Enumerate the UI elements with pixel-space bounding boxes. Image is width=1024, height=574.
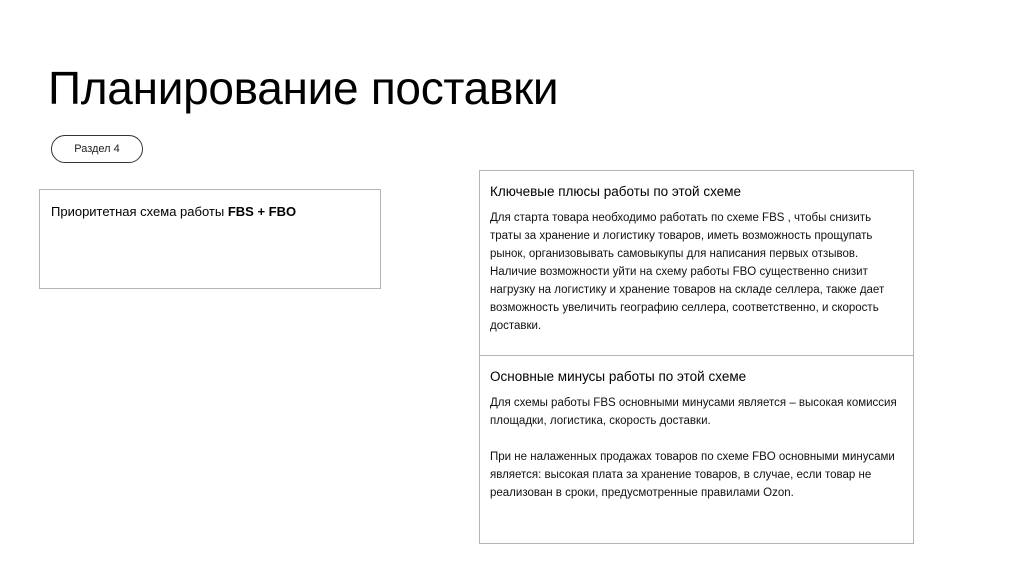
cons-text-fbo: При не налаженных продажах товаров по схеме FBO основными минусами является: высокая плата за хранение товаров, в случае, если товар не реализован в сроки, предусмотренные правилами Ozon. (490, 451, 895, 499)
section-badge-label: Раздел 4 (74, 143, 120, 155)
cons-heading: Основные минусы работы по этой схеме (490, 369, 747, 384)
pros-text: Для старта товара необходимо работать по схеме FBS , чтобы снизить траты за хранение и логистику товаров, иметь возможность прощупать рынок, организовывать самовыкупы для написания первых отзывов. Наличие возможности уйти на схему работы FBO существенно снизит нагрузку на логистику и хранение товаров на складе селлера, также дает возможность увеличить географию селлера, соответственно, и скорость доставки. (490, 212, 885, 332)
cons-text-fbs: Для схемы работы FBS основными минусами является – высокая комиссия площадки, логистика, скорость доставки. (490, 397, 897, 427)
pros-body (490, 209, 903, 335)
section-badge (51, 135, 143, 163)
pros-section (480, 171, 913, 355)
cons-body (490, 394, 903, 502)
scheme-info-panel (479, 170, 914, 544)
page-title: Планирование поставки (48, 62, 559, 114)
priority-scheme-box (39, 189, 381, 289)
pros-heading: Ключевые плюсы работы по этой схеме (490, 184, 741, 199)
cons-section (480, 355, 913, 543)
priority-scheme-label: Приоритетная схема работы (51, 204, 225, 219)
priority-scheme-value: FBS + FBO (227, 204, 297, 219)
